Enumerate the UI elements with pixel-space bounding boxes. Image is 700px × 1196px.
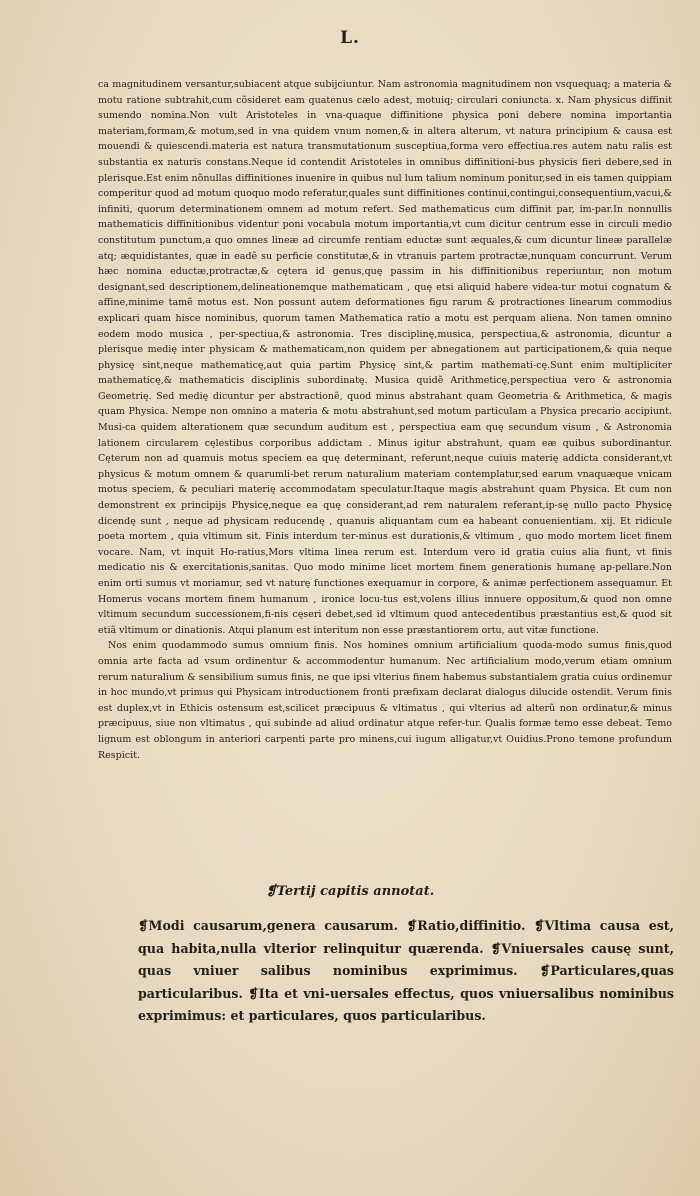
- commentary-paragraph-2: Nos enim quodammodo sumus omnium finis. Nos homines omnium artificialium quoda-modo sumus finis,quod omnia arte facta ad vsum ordinentur & accommodentur humanum. Nec artificialium modo,verum etiam omnium rerum naturalium & sensibilium sumus finis, ne que ipsi vlterius finem habemus substantialem gratia cuius ordinemur in hoc mundo,vt primus qui Physicam introductionem fronti præfixam declarat dialogus dilucide ostendit. Verum finis est duplex,vt in Ethicis ostensum est,scilicet præcipuus & vltimatus , qui vlterius ad alterũ non ordinatur,& minus præcipuus, siue non vltimatus , qui subinde ad aliud ordinatur atque refer-tur. Qualis formæ temo esse debeat. Temo lignum est oblongum in anteriori carpenti parte pro minens,cui iugum alligatur,vt Ouidius.Prono temone profundum Respicit.: [98, 640, 672, 761]
- commentary-text: [98, 77, 672, 763]
- annotations-text: ❡Modi causarum,genera causarum. ❡Ratio,diffinitio. ❡Vltima causa est, qua habita,nulla vlterior relinquitur quærenda. ❡Vniuersales causę sunt, quas vniuer salibus nominibus exprimimus. ❡Particulares,quas particularibus. ❡Ita et vni-uersales effectus, quos vniuersalibus nominibus exprimimus: et particulares, quos particularibus.: [138, 918, 674, 1024]
- annotations-block: [138, 915, 674, 1028]
- annotations-heading: ❡Tertij capitis annotat.: [265, 884, 435, 899]
- commentary-paragraph-1: ca magnitudinem versantur,subiacent atque subijciuntur. Nam astronomia magnitudinem non vsquequaq; a materia & motu ratione subtrahit,cum cõsideret eam quatenus cælo adest, motuiq; circulari coniuncta. x. Nam physicus diffinit sumendo nomina.Non vult Aristoteles in vna-quaque diffinitione physica poni debere nomina importantia materiam,formam,& motum,sed in vna quidem vnum nomen,& in altera alterum, vt natura principium & causa est mouendi & quiescendi.materia est natura transmutationum susceptiua,forma vero effectiua.res autem natu ralis est substantia ex naturis constans.Neque id contendit Aristoteles in omnibus diffinitioni-bus physicis fieri debere,sed in plerisque.Est enim nõnullas diffinitiones inuenire in quibus nul lum talium nominum ponitur,sed in eis tamen quippiam comperitur quod ad motum quoquo modo referatur,quales sunt diffinitiones continui,contingui,consequentium,vacui,& infiniti, quorum determinationem omnem ad motum refert. Sed mathematicus cum diffinit par, im-par.In nonnullis mathematicis diffinitionibus videntur poni vocabula motum importantia,vt cum dicitur centrum esse in circuli medio constitutum punctum,a quo omnes lineæ ad circumfe rentiam eductæ sunt æquales,& cum dicuntur lineæ parallelæ atq; æquidistantes, quæ in eadẽ su perficie constitutæ,& in vtranuis partem protractæ,nunquam concurrunt. Verum hæc nomina eductæ,protractæ,& cętera id genus,quę passim in his diffinitionibus reperiuntur, non motum designant,sed descriptionem,delineationemque mathematicam , quę etsi aliquid habere videa-tur motui cognatum & affine,minime tamẽ motus est. Non possunt autem deformationes figu rarum & protractiones linearum commodius explicari quam hisce nominibus, quorum tamen Mathematica ratio a motu est perquam aliena. Non tamen omnino eodem modo musica , per-spectiua,& astronomia. Tres disciplinę,musica, perspectiua,& astronomia, dicuntur a plerisque medię inter physicam & mathematicam,non quidem per abnegationem aut participationem,& quia neque physicę sint,neque mathematicę,aut quia partim Physicę sint,& partim mathemati-cę.Sunt enim multipliciter mathematicę,& mathematicis disciplinis subordinatę. Musica quidẽ Arithmeticę,perspectiua vero & astronomia Geometrię. Sed medię dicuntur per abstractionẽ, quod minus abstrahant quam Geometria & Arithmetica, & magis quam Physica. Nempe non omnino a materia & motu abstrahunt,sed motum particulam a Physica precario accipiunt. Musi-ca quidem alterationem quæ secundum auditum est , perspectiua eam quę secundum visum , & Astronomia lationem circularem cęlestibus corporibus addictam . Minus igitur abstrahunt, quam eæ quibus subordinantur. Cęterum non ad quamuis motus speciem ea quę determinant, referunt,neque cuiuis materię addicta considerant,vt physicus & motum omnem & quarumli-bet rerum naturalium materiam contemplatur,sed earum vnaquæque vnicam motus speciem, & peculiari materię accommodatam speculatur.Itaque magis abstrahunt quam Physica. Et cum non demonstrent ex principijs Physicę,neque ea quę considerant,ad rem naturalem referant,ip-sę nullo pacto Physicę dicendę sunt , neque ad physicam reducendę , quanuis aliquantam cum ea habeant conuenientiam. xij. Et ridicule poeta mortem , quia vltimum sit. Finis interdum ter-minus est durationis,& vltimum , quo modo mortem licet finem vocare. Nam, vt inquit Ho-ratius,Mors vltima linea rerum est. Interdum vero id gratia cuius alia fiunt, vt finis medicatio nis & exercitationis,sanitas. Quo modo minime licet mortem finem generationis humanę ap-pellare.Non enim orti sumus vt moriamur, sed vt naturę functiones exequamur in corpore, & animæ perfectionem assequamur. Et Homerus vocans mortem finem humanum , ironice locu-tus est,volens illius innuere oppositum,& quod non omne vltimum secundum successionem,fi-nis cęseri debet,sed id vltimum quod antecedentibus præstantius est,& quod sit etiã vltimum or dinationis. Atqui planum est interitum non esse præstantiorem ortu, aut vitæ functione.: [98, 79, 672, 636]
- folio-number: L.: [340, 28, 360, 48]
